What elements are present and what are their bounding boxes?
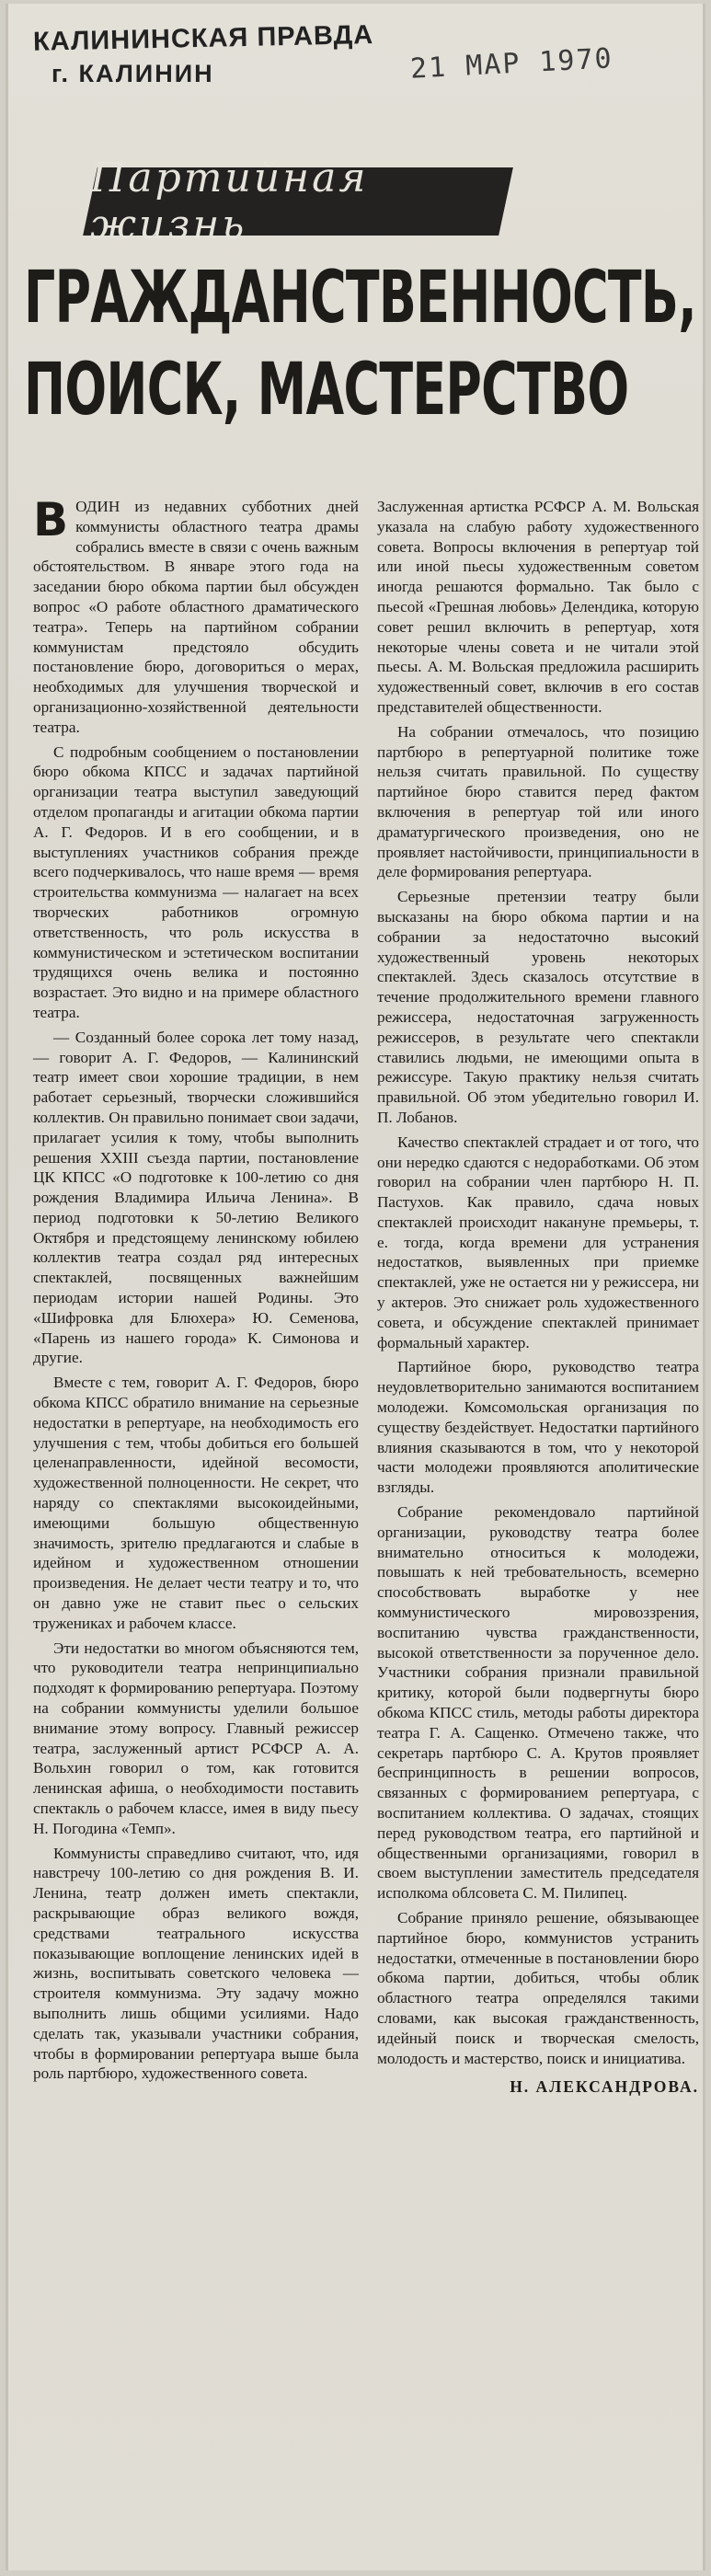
article-paragraph: Коммунисты справедливо считают, что, идя навстречу 100-летию со дня рождения В. И. Ленина, театр должен иметь спектакли, раскрывающие образ великого вождя, средствами театрального искусства показывающие воплощение ленинских идей в жизнь, воспитывать советского человека — строителя коммунизма. Эту задачу можно выполнить лишь общими усилиями. Надо сделать так, указывали участники собрания, чтобы в формировании репертуара выше была роль партбюро, художественного совета. bbox=[33, 1844, 359, 2083]
clipping-edge-right bbox=[703, 4, 705, 2570]
article-paragraph: Собрание рекомендовало партийной организации, руководству театра более внимательно относиться к молодежи, повышать к ней требовательность, всемерно способствовать выработке у нее коммунистического мировоззрения, воспитанию чувства гражданственности, высокой ответственности за порученное дело. Участники собрания признали правильной критику, которой были подвергнуты бюро обкома КПСС стиль, методы работы директора театра Г. А. Сащенко. Отмечено также, что секретарь партбюро С. А. Крутов проявляет беспринципность в решении вопросов, связанных с формированием репертуара, с воспитанием коллектива. О задачах, стоящих перед руководством театра, его партийной и общественными организациями, говорил в своем выступлении заместитель председателя исполкома облсовета С. М. Пилипец. bbox=[377, 1503, 699, 1903]
article-paragraph: Заслуженная артистка РСФСР А. М. Вольская указала на слабую работу художественного совета. Вопросы включения в репертуар той или иной пьесы художественным советом иногда решаются формально. Так было с пьесой «Грешная любовь» Делендика, которую совет решил включить в репертуар, хотя некоторые члены совета и не читали этой пьесы. А. М. Вольская предложила расширить художественный совет, включив в его состав представителей общественности. bbox=[377, 498, 699, 716]
article-column-left bbox=[33, 493, 359, 2088]
drop-cap: В bbox=[33, 493, 69, 546]
headline-line-2: ПОИСК, МАСТЕРСТВО bbox=[24, 349, 629, 431]
paper-name-stamp: КАЛИНИНСКАЯ ПРАВДА bbox=[32, 20, 374, 57]
article-paragraph: Партийное бюро, руководство театра неудовлетворительно занимаются воспитанием молодежи. Комсомольская организация по существу бездействует. Недостатки партийного влияния сказываются в том, что у некоторой части молодежи проявляются аполитические взгляды. bbox=[377, 1358, 699, 1497]
article-paragraph: — Созданный более сорока лет тому назад, — говорит А. Г. Федоров, — Калининский театр имеет свои хорошие традиции, в нем работает серьезный, творчески сложившийся коллектив. Он правильно понимает свои задачи, прилагает усилия к тому, чтобы выполнить решения XXIII съезда партии, постановление ЦК КПСС «О подготовке к 100-летию со дня рождения Владимира Ильича Ленина». В период подготовки к 50-летию Великого Октября и предстоящему ленинскому юбилею коллектив театра создал ряд интересных спектаклей, посвященных важнейшим периодам истории нашей Родины. Это «Шифровка для Блюхера» Ю. Семенова, «Парень из нашего города» К. Симонова и другие. bbox=[33, 1028, 359, 1367]
article-paragraph bbox=[33, 493, 359, 738]
article-paragraph: На собрании отмечалось, что позицию партбюро в репертуарной политике тоже нельзя считать правильной. По существу партийное бюро ставится перед фактом включения в репертуар той или иного драматургического произведения, оно не проявляет настойчивости, принципиальности в деле формирования репертуара. bbox=[377, 722, 699, 881]
section-rubric bbox=[83, 155, 513, 248]
article-paragraph: Эти недостатки во многом объясняются тем, что руководители театра непринципиально подходят к формированию репертуара. Поэтому на собрании коммунисты уделили большое внимание этому вопросу. Главный режиссер театра, заслуженный артист РСФСР А. А. Вольхин говорил о том, как готовится ленинская афиша, о необходимости поставить спектакль о рабочем классе, имея в виду пьесу Н. Погодина «Темп». bbox=[33, 1639, 359, 1837]
article-paragraph: Серьезные претензии театру были высказаны на бюро обкома партии и на собрании за недостаточно высокий художественный уровень некоторых спектаклей. Здесь сказалось отсутствие в течение продолжительного времени главного режиссера, недостаточная загруженность режиссеров, в результате чего спектакли ставились людьми, не имеющими опыта в режиссуре. Такую практику нельзя считать правильной. Об этом убедительно говорил И. П. Лобанов. bbox=[377, 888, 699, 1126]
article-paragraph: Собрание приняло решение, обязывающее партийное бюро, коммунистов устранить недостатки, отмеченные в постановлении бюро обкома партии, добиться, чтобы облик областного театра определялся такими словами, как высокая гражданственность, идейный поиск и творческая смелость, молодость и мастерство, поиск и инициатива. bbox=[377, 1908, 699, 2067]
headline-line-1: ГРАЖДАНСТВЕННОСТЬ, bbox=[24, 257, 697, 339]
date-stamp: 21 МАР 1970 bbox=[409, 42, 614, 86]
article-headline bbox=[24, 252, 697, 436]
newspaper-clipping bbox=[6, 4, 705, 2570]
article-paragraph: Качество спектаклей страдает и от того, что они нередко сдаются с недоработками. Об этом говорил на собрании член партбюро Н. П. Пастухов. Как правило, сдача новых спектаклей происходит накануне премьеры, т. е. тогда, когда времени для устранения недостатков, выявленных при приемке спектаклей, уже не остается ни у режиссера, ни у актеров. Это снижает роль художественного совета, и обсуждение спектаклей принимает формальный характер. bbox=[377, 1133, 699, 1351]
clipping-edge-left bbox=[6, 4, 8, 2570]
article-paragraph: Вместе с тем, говорит А. Г. Федоров, бюро обкома КПСС обратило внимание на серьезные недостатки в репертуаре, на необходимость его улучшения с тем, чтобы добиться его большей целенаправленности, идейной весомости, художественной полноценности. Не секрет, что наряду со спектаклями высокоидейными, имеющими большую общественную значимость, зрителю предлагаются и слабые в идейном и художественном отношении произведения. Не делает чести театру и то, что он давно уже не ставит пьес о сельских тружениках и рабочем классе. bbox=[33, 1374, 359, 1632]
rubric-label: Партийная жизнь bbox=[90, 155, 369, 248]
paragraph-text: ОДИН из недавних субботних дней коммунисты областного театра драмы собрались вместе в связи с очень важным обстоятельством. В январе этого года на заседании бюро обкома партии был обсужден вопрос «О работе областного драматического театра». Теперь на партийном собрании коммунистам предстояло обсудить постановление бюро, договориться о мерах, необходимых для улучшения творческой и организационно-хозяйственной деятельности театра. bbox=[33, 498, 359, 736]
newspaper-masthead-stamp bbox=[32, 20, 374, 88]
article-paragraph: С подробным сообщением о постановлении бюро обкома КПСС и задачах партийной организации театра выступил заведующий отделом пропаганды и агитации обкома партии А. Г. Федоров. И в его сообщении, и в выступлениях участников собрания прежде всего подчеркивалось, что наше время — время строительства коммунизма — налагает на всех творческих работников огромную ответственность, что роль искусства в коммунистическом и эстетическом воспитании трудящихся очень велика и постоянно возрастает. Это видно и на примере областного театра. bbox=[33, 742, 359, 1021]
city-stamp: г. КАЛИНИН bbox=[52, 60, 214, 87]
author-signature: Н. АЛЕКСАНДРОВА. bbox=[510, 2077, 699, 2097]
article-column-right bbox=[377, 497, 699, 2098]
